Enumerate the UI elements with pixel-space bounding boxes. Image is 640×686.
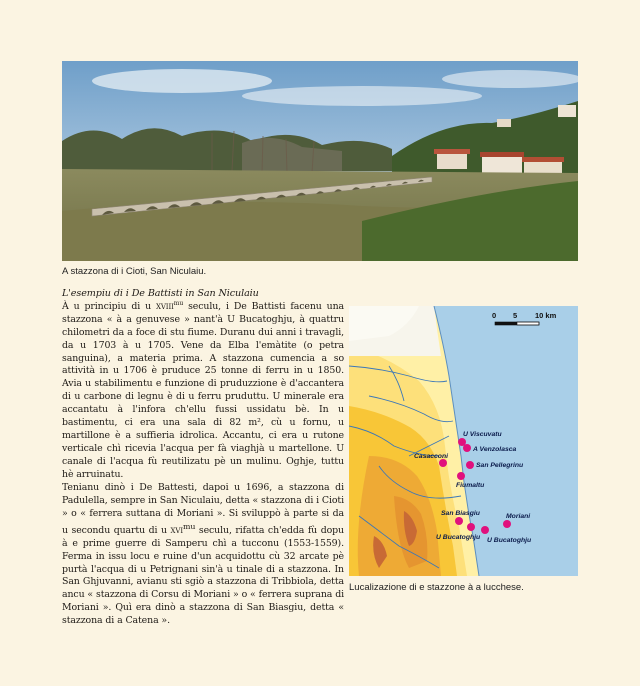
scale-label-10: 10 km [535, 311, 557, 320]
label-venzolasca: A Venzolasca [473, 446, 517, 453]
label-san-biasgiu: San Biasgiu [441, 510, 480, 517]
scale-label-0: 0 [492, 311, 497, 320]
scale-label-5: 5 [513, 311, 518, 320]
label-bucatoghju-2: U Bucatoghju [487, 537, 532, 544]
century-numeral: XVIII [155, 302, 174, 311]
marker-venzolasca [463, 444, 471, 452]
ordinal-superscript: mu [183, 521, 196, 531]
label-casacconi: Casacconi [414, 453, 449, 460]
article-paragraph-2 [62, 482, 344, 628]
marker-san-pellegrinu [466, 461, 474, 469]
paragraph-text: seculu, i De Battisti facenu una stazzona « à a genuvese » nant'à U Bucatoghju, à quattru chilometri da a foce di stu fiume. Duranu dui anni i travagli, da u 1703 à u 1705. Vene da Elba l'emàtite (o petra sanguina), a materia prima. A stazzona cumencia a so attività in u 1706 è pruduce 25 tonne di ferru in u 1850. Avia u stabilimentu e funzione di pruduzzione è d'accantera di u carbone di legnu è di u ferru pruduttu. U minerale era accantatu à l'infora ch'ellu fussi ussidatu bè. In u bastimentu, ci era una sala di 82 m², cù u fornu, u martillone è a suffieria idrolica. Accantu, ci era u rutone verticale chì ricevia l'acqua per fà viaghjà u martellone. U canale di l'acqua fù reutilizatu pè un mulinu. Oghje, tuttu hè arruinatu. [62, 300, 345, 480]
marker-moriani [503, 520, 511, 528]
paragraph-text: À u principiu di u [62, 300, 156, 312]
century-numeral: XVI [170, 526, 184, 535]
marker-casacconi [439, 459, 447, 467]
label-fiumaltu: Fiumaltu [456, 482, 485, 489]
photo-caption: A stazzona di i Cioti, San Niculaiu. [62, 266, 207, 277]
paragraph-text: Tenianu dinò i De Battesti, dapoi u 1696, a stazzona di Padulella, sempre in San Niculaiu, detta « stazzona di i Cioti » o « ferrera suttana di Moriani ». Si sviluppò à parte si da u secondu quartu di u [62, 482, 344, 536]
marker-san-biasgiu [455, 517, 463, 525]
aqueduct-photo [62, 61, 578, 261]
marker-bucatoghju-1 [467, 523, 475, 531]
map-caption: Lucalizazione di e stazzone à a lucchese. [349, 582, 524, 593]
article-heading: L'esempiu di i De Battisti in San Niculaiu [62, 288, 259, 299]
article-paragraph-1 [62, 301, 344, 482]
ordinal-superscript: mu [173, 299, 184, 307]
article-column [62, 288, 344, 482]
location-map [349, 306, 578, 576]
label-moriani: Moriani [506, 513, 531, 520]
paragraph-text: seculu, rifatta ch'edda fù dopu à e prime guerre di Samperu chì a tucconu (1553-1559). Ferma in issu locu e ruine d'un acquidottu cù 32 arcate pè purtà l'acqua di u Petrignani sin'à u tinale di a stazzona. In San Ghjuvanni, avianu sti sgiò a stazzona di Tribbiola, detta ancu « stazzona di Corsu di Moriani » o « ferrera suprana di Moriani ». Quì era dinò a stazzona di San Biasgiu, detta « stazzona di a Catena ». [62, 524, 344, 627]
label-viscuvatu: U Viscuvatu [463, 431, 502, 438]
marker-bucatoghju-2 [481, 526, 489, 534]
marker-fiumaltu [457, 472, 465, 480]
label-bucatoghju-1: U Bucatoghju [436, 534, 481, 541]
label-san-pellegrinu: San Pellegrinu [476, 462, 524, 469]
